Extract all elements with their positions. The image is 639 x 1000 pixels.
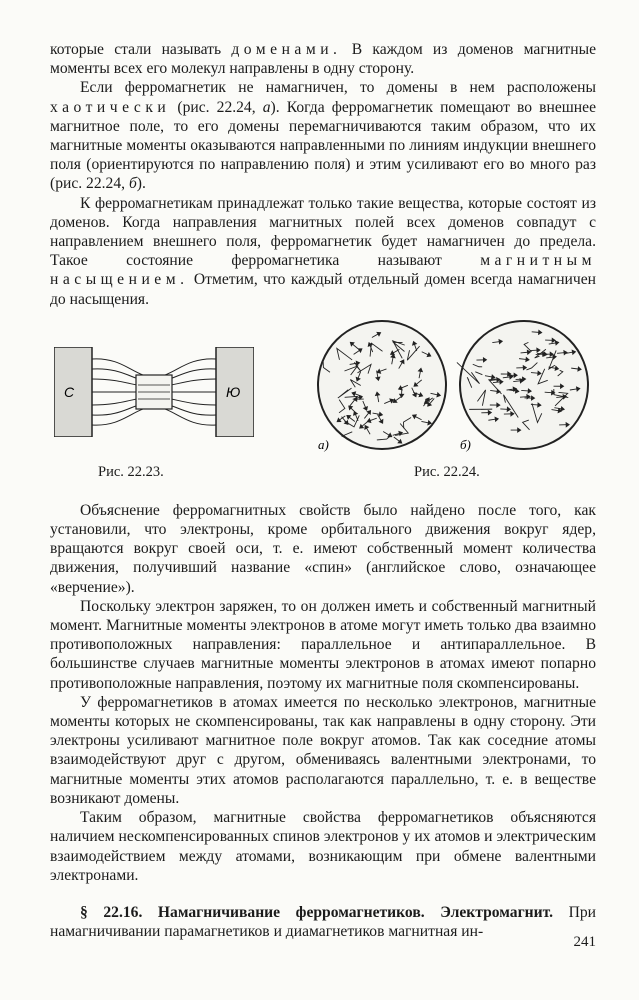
- text-run: ).: [136, 175, 146, 193]
- figure-22-24: [316, 317, 592, 455]
- domain-arrow: [521, 390, 528, 391]
- domain-circle-b: [460, 321, 588, 449]
- text-run: Отметим, что каждый отдельный домен всегда намагничен до насыщения.: [50, 271, 596, 308]
- figures-row: [50, 317, 596, 495]
- pole-label-s: С: [64, 383, 75, 400]
- text-run: Таким образом, магнитные свойства ферромагнетиков объясняются наличием нескомпенсированных спинов электронов у их атомов и электрическим взаимодействием между атомами, возникающим при обмене валентными электронами.: [50, 809, 596, 884]
- figure-ref-letter: а: [262, 98, 271, 116]
- text-run: которые стали называть: [50, 41, 232, 58]
- section-text: При намагничивании парамагнетиков и диамагнетиков магнитная ин-: [50, 903, 596, 941]
- domain-arrow: [531, 372, 538, 373]
- text-block-top: [50, 40, 596, 309]
- text-block-bottom: [50, 501, 596, 885]
- figure-22-23: [54, 347, 254, 437]
- paragraph: [50, 194, 596, 309]
- paragraph: [50, 693, 596, 808]
- text-run: (рис. 22.24,: [170, 98, 263, 116]
- paragraph: [50, 501, 596, 597]
- pole-label-n: Ю: [226, 383, 241, 400]
- paragraph: [50, 78, 596, 193]
- text-run: В каждом из доменов магнитные моменты всех его молекул направлены в одну сторону.: [50, 41, 596, 78]
- section-heading-paragraph: [50, 903, 596, 941]
- text-run: К ферромагнетикам принадлежат только такие вещества, которые состоят из доменов. Когда направления магнитных полей всех доменов совпадут с направлением внешнего поля, ферромагнетик будет намагничен до предела. Такое состояние ферромагнетика называют: [50, 194, 596, 270]
- text-run: У ферромагнетиков в атомах имеется по несколько электронов, магнитные моменты которых не скомпенсированы, так как направлены в одну сторону. Эти электроны усиливают магнитное поле вокруг атомов. Так как соседние атомы взаимодействуют друг с другом, обмениваясь валентными электронами, то магнитные моменты этих атомов располагаются параллельно, т. е. в веществе возникают домены.: [50, 693, 596, 807]
- domain-arrow: [493, 382, 500, 383]
- section-heading: § 22.16. Намагничивание ферромагнетиков. Электромагнит.: [80, 903, 554, 921]
- domain-arrow: [532, 332, 539, 333]
- text-run: Поскольку электрон заряжен, то он должен иметь и собственный магнитный момент. Магнитные моменты электронов в атоме могут иметь только два взаимно противоположных направления: параллельное и антипараллельное. В большинстве случаев магнитные моменты электронов в атомах имеют попарно противоположные направления, поэтому их магнитные поля скомпенсированы.: [50, 597, 596, 692]
- paragraph: [50, 40, 596, 78]
- figure-ref-letter: б: [128, 175, 137, 193]
- text-run: Объяснение ферромагнитных свойств было найдено после того, как установили, что электроны, кроме орбитального движения вокруг ядер, вращаются вокруг своей оси, т. е. имеют собственный момент количества движения, получивший название «спин» (английское слово, означающее «верчение»).: [50, 501, 596, 596]
- caption-22-23: Рис. 22.23.: [98, 463, 164, 480]
- spaced-term: хаотически: [50, 98, 171, 116]
- domain-arrow: [556, 397, 563, 398]
- label-a: а): [318, 436, 329, 452]
- page-number: 241: [573, 934, 596, 950]
- label-b: б): [460, 436, 471, 452]
- caption-22-24: Рис. 22.24.: [414, 463, 480, 480]
- page-body: [50, 40, 596, 941]
- spaced-term: доменами.: [231, 41, 342, 58]
- domain-circle-a: [318, 321, 446, 449]
- text-run: Если ферромагнетик не намагничен, то домены в нем расположены: [80, 79, 596, 97]
- spaced-term: магнитным насыщением.: [50, 252, 596, 289]
- paragraph: [50, 597, 596, 693]
- paragraph: [50, 808, 596, 885]
- text-run: ). Когда ферромагнетик помещают во внешнее магнитное поле, то его домены перемагничиваются таким образом, что их магнитные моменты оказываются направленными по линиям индукции внешнего поля (ориентируются по направлению поля) и этим усиливают его во много раз (рис. 22.24,: [50, 98, 596, 193]
